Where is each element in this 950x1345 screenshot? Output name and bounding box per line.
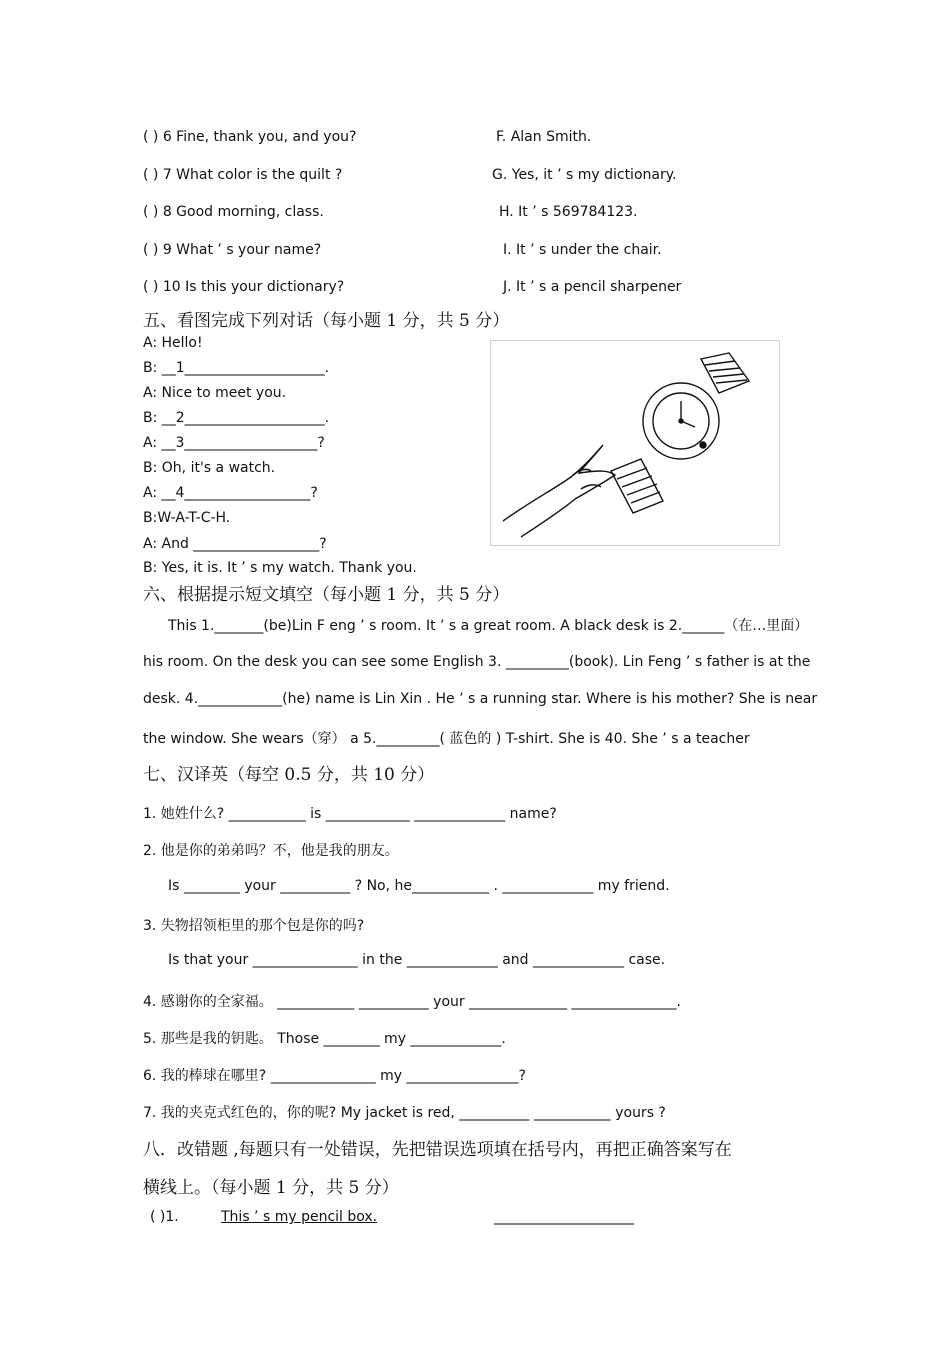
match-right-h: H. It ’ s 569784123. [499,204,638,220]
watch-hand-drawing [491,341,779,545]
translation-line: 3. 失物招领柜里的那个包是你的吗? [143,918,365,934]
dialog-line: A: Nice to meet you. [143,385,287,401]
dialog-line: B: __1____________________. [143,360,330,376]
translation-line: 6. 我的棒球在哪里? _______________ my ________________? [143,1068,526,1084]
match-left-8: ( ) 8 Good morning, class. [143,204,324,220]
error-q1-sentence: This ’ s my pencil box. [221,1209,378,1225]
passage-line: desk. 4.____________(he) name is Lin Xin . He ’ s a running star. Where is his mother? She is near [143,691,818,707]
match-left-10: ( ) 10 Is this your dictionary? [143,279,345,295]
section-8-title-cont: 横线上。（每小题 1 分，共 5 分） [143,1178,399,1198]
section-8-title: 八．改错题 ,每题只有一处错误，先把错误选项填在括号内，再把正确答案写在 [143,1140,732,1160]
match-left-6: ( ) 6 Fine, thank you, and you? [143,129,357,145]
section-5-title: 五、看图完成下列对话（每小题 1 分，共 5 分） [143,311,510,331]
passage-line: his room. On the desk you can see some English 3. _________(book). Lin Feng ’ s father is at the [143,654,811,670]
match-right-i: I. It ’ s under the chair. [503,242,662,258]
error-q1-paren: ( )1. [150,1209,179,1225]
dialog-line: B: __2____________________. [143,410,330,426]
dialog-line: B: Yes, it is. It ’ s my watch. Thank you. [143,560,417,576]
dialog-line: A: Hello! [143,335,203,351]
dialog-line: A: __3___________________? [143,435,325,451]
dialog-line: A: __4__________________? [143,485,318,501]
translation-line: 4. 感谢你的全家福。 ___________ __________ your ______________ _______________. [143,994,681,1010]
section-7-title: 七、汉译英（每空 0.5 分，共 10 分） [143,765,435,785]
match-left-7: ( ) 7 What color is the quilt ? [143,167,343,183]
translation-line: 1. 她姓什么? ___________ is ____________ _____________ name? [143,806,557,822]
translation-line: 7. 我的夹克式红色的，你的呢? My jacket is red, __________ ___________ yours ? [143,1105,666,1121]
watch-illustration [490,340,780,546]
dialog-line: B: Oh, it's a watch. [143,460,276,476]
translation-line: 5. 那些是我的钥匙。 Those ________ my _____________. [143,1031,506,1047]
match-left-9: ( ) 9 What ’ s your name? [143,242,322,258]
match-right-f: F. Alan Smith. [496,129,592,145]
passage-line: This 1._______(be)Lin F eng ’ s room. It ’ s a great room. A black desk is 2.______（在…里面） [168,618,809,634]
match-right-g: G. Yes, it ’ s my dictionary. [492,167,677,183]
translation-line: Is that your _______________ in the _____________ and _____________ case. [168,952,666,968]
translation-line: 2. 他是你的弟弟吗？不，他是我的朋友。 [143,843,399,859]
match-right-j: J. It ’ s a pencil sharpener [503,279,682,295]
passage-line: the window. She wears（穿） a 5._________( 蓝色的 ) T-shirt. She is 40. She ’ s a teacher [143,731,750,747]
translation-line: Is ________ your __________ ? No, he___________ . _____________ my friend. [168,878,670,894]
dialog-line: A: And __________________? [143,536,327,552]
error-q1-answer-blank: ____________________ [494,1209,634,1225]
dialog-line: B:W-A-T-C-H. [143,510,231,526]
section-6-title: 六、根据提示短文填空（每小题 1 分，共 5 分） [143,585,510,605]
